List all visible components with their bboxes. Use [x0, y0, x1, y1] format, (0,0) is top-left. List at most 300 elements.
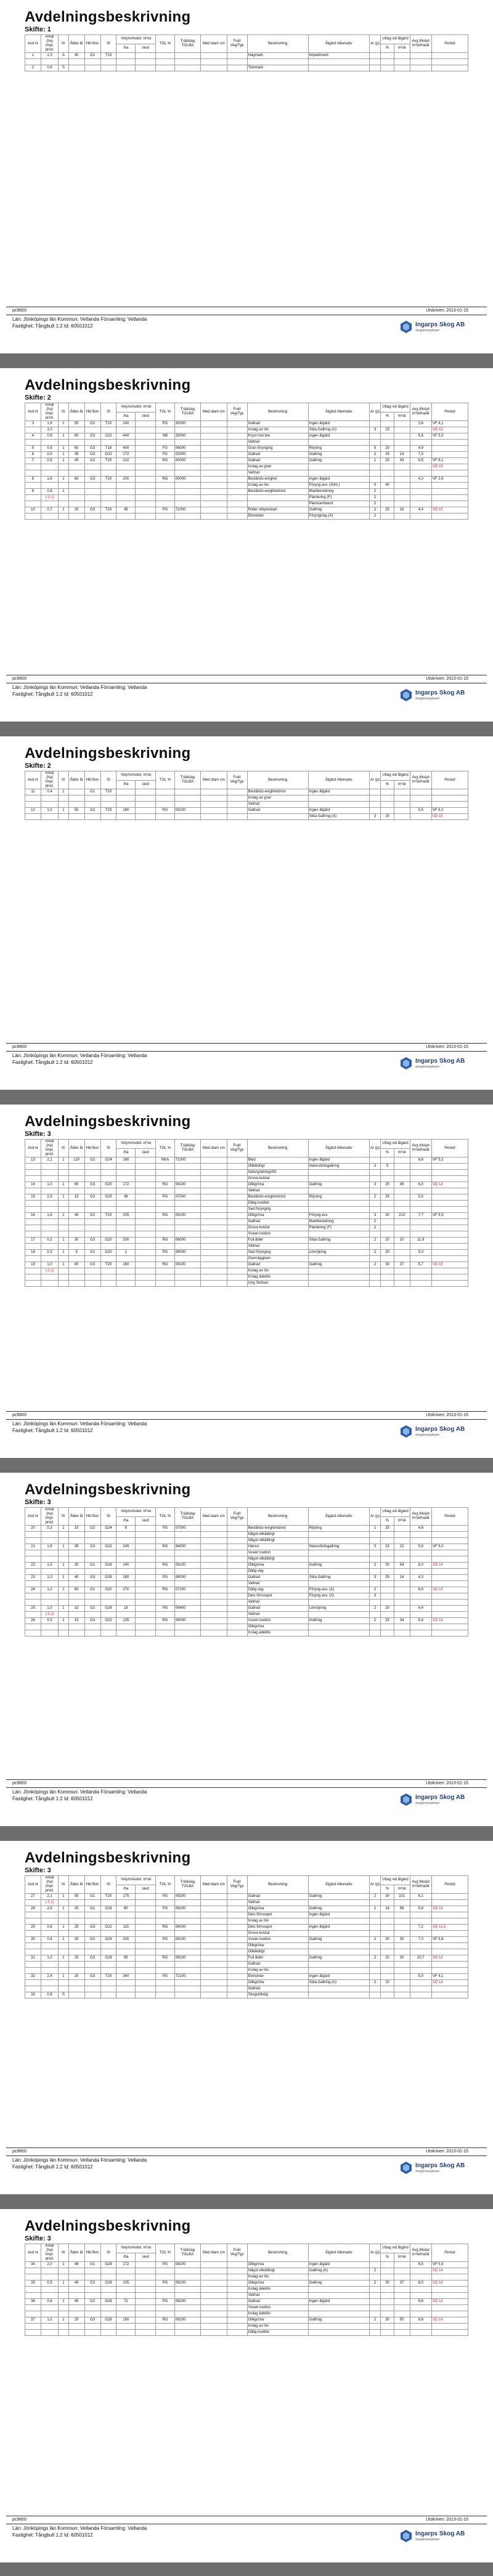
table-cell: [156, 2330, 175, 2336]
table-cell: 1: [59, 1906, 69, 1912]
table-cell: [308, 1630, 369, 1636]
table-cell: 4,4: [410, 507, 431, 513]
table-cell: [381, 1925, 394, 1931]
table-cell: 105: [116, 2280, 136, 2287]
table-cell: [410, 495, 431, 501]
table-row: [25, 2330, 468, 2336]
table-cell: [174, 464, 200, 470]
table-cell: [394, 1550, 410, 1556]
table-cell: 60: [68, 1182, 84, 1188]
table-cell: Ingen åtgärd: [308, 2299, 369, 2305]
table-cell: 3: [369, 1593, 381, 1600]
table-cell: [410, 1986, 431, 1992]
table-cell: [156, 1949, 175, 1955]
table-cell: [100, 2287, 116, 2293]
table-cell: [431, 1556, 468, 1563]
table-cell: [201, 1949, 227, 1955]
table-cell: [156, 427, 175, 433]
table-cell: [308, 1274, 369, 1281]
column-header: Ålder år: [68, 35, 84, 53]
table-cell: 1,0: [41, 1262, 58, 1268]
table-cell: 9: [25, 489, 41, 495]
table-cell: [201, 814, 227, 820]
table-cell: [381, 421, 394, 427]
table-cell: [116, 1962, 136, 1968]
table-cell: [369, 59, 381, 65]
table-cell: Hänsn: [247, 1544, 308, 1550]
table-cell: 72100: [174, 1974, 200, 1980]
table-cell: VF 5,8: [431, 1937, 468, 1943]
column-header: Ar (p): [369, 1508, 381, 1526]
table-row: [25, 1612, 468, 1618]
table-cell: 37: [25, 2317, 41, 2324]
table-cell: 18: [25, 1250, 41, 1256]
table-cell: [59, 1630, 69, 1636]
table-cell: [431, 2311, 468, 2317]
table-cell: [25, 427, 41, 433]
table-row: [25, 1538, 468, 1544]
table-cell: 6,0: [410, 1182, 431, 1188]
table-cell: [227, 808, 247, 814]
table-cell: Bestånds-enighetsbrist: [247, 1526, 308, 1532]
footer-divider: [6, 1787, 487, 1788]
table-cell: [84, 1992, 100, 1998]
table-cell: 5,6: [410, 1544, 431, 1550]
table-cell: [201, 1937, 227, 1943]
table-cell: T20: [100, 808, 116, 814]
table-cell: [59, 1532, 69, 1538]
table-cell: [136, 2287, 156, 2293]
table-cell: 00000: [174, 458, 200, 464]
table-cell: [68, 1931, 84, 1937]
table-cell: [431, 2293, 468, 2299]
company-logo: [399, 1790, 468, 1809]
table-cell: [116, 65, 136, 71]
table-cell: [84, 1900, 100, 1906]
table-cell: G3: [84, 1182, 100, 1188]
table-cell: [68, 802, 84, 808]
table-cell: [227, 1538, 247, 1544]
table-cell: [431, 1268, 468, 1274]
table-cell: [394, 2274, 410, 2280]
table-cell: [84, 1556, 100, 1563]
table-cell: [25, 1624, 41, 1630]
table-cell: [41, 1274, 58, 1281]
table-cell: [68, 814, 84, 820]
table-cell: Föryng avv. (A): [308, 1587, 369, 1593]
table-cell: 0,4: [41, 1937, 58, 1943]
stand-table: [25, 34, 468, 71]
table-cell: [156, 470, 175, 477]
table-cell: [100, 2268, 116, 2274]
table-cell: [381, 1587, 394, 1593]
table-row: [25, 795, 468, 802]
table-cell: Stda Gallring: [308, 1238, 369, 1244]
table-cell: [201, 2305, 227, 2311]
table-cell: [68, 2311, 84, 2317]
footer-divider: [6, 2147, 487, 2148]
table-cell: 06000: [174, 1238, 200, 1244]
table-cell: 2: [369, 1219, 381, 1225]
table-cell: [227, 1569, 247, 1575]
table-cell: [410, 1201, 431, 1207]
table-cell: [227, 2287, 247, 2293]
table-cell: [369, 1556, 381, 1563]
column-header: Areal (ha) Impr. prod.: [41, 771, 58, 789]
table-row: [25, 53, 468, 59]
table-cell: 18: [116, 1606, 136, 1612]
table-cell: [116, 1207, 136, 1213]
table-cell: [136, 1268, 156, 1274]
skifte-label: Skifte: 2: [25, 394, 51, 401]
column-header: Ar (p): [369, 2244, 381, 2262]
column-header: Trädslag TGLBA: [174, 2244, 200, 2262]
table-cell: [156, 1219, 175, 1225]
table-cell: [41, 1281, 58, 1287]
table-cell: [308, 1968, 369, 1974]
table-cell: 25: [381, 1575, 394, 1581]
table-cell: [227, 1274, 247, 1281]
table-cell: [369, 1157, 381, 1164]
table-cell: [369, 1931, 381, 1937]
table-cell: [394, 1912, 410, 1918]
table-cell: [308, 1949, 369, 1955]
table-cell: 10: [25, 507, 41, 513]
table-cell: [84, 2311, 100, 2317]
table-cell: [100, 1164, 116, 1170]
table-cell: [84, 1612, 100, 1618]
table-cell: Gallring: [308, 2317, 369, 2324]
table-cell: 22: [394, 1544, 410, 1550]
table-cell: [227, 1587, 247, 1593]
table-cell: 30: [381, 1262, 394, 1268]
table-cell: [68, 464, 84, 470]
table-cell: 07100: [174, 1587, 200, 1593]
table-cell: [136, 464, 156, 470]
table-cell: [100, 1207, 116, 1213]
table-cell: [381, 1281, 394, 1287]
table-cell: [156, 1918, 175, 1925]
table-cell: [68, 789, 84, 795]
property-id: Fastighet: Tångbult 1:2 Id: 60501012: [12, 2164, 93, 2170]
table-cell: [431, 1274, 468, 1281]
table-cell: [116, 1986, 136, 1992]
table-cell: Gallrad: [247, 1894, 308, 1900]
column-header: Åtgärd Alternativ: [308, 35, 369, 53]
table-cell: 1,6: [41, 1213, 58, 1219]
column-header: SI: [100, 771, 116, 789]
table-cell: [394, 1612, 410, 1618]
table-cell: [100, 1268, 116, 1274]
table-cell: [100, 1980, 116, 1986]
report-page: [0, 2209, 493, 2562]
table-cell: VD 14: [431, 1618, 468, 1624]
table-row: [25, 59, 468, 65]
table-cell: [369, 1207, 381, 1213]
table-cell: [431, 495, 468, 501]
table-cell: [41, 1986, 58, 1992]
table-cell: G26: [100, 1937, 116, 1943]
table-cell: [156, 1581, 175, 1587]
table-cell: 56: [394, 1906, 410, 1912]
table-row: [25, 421, 468, 427]
table-cell: 2: [369, 1606, 381, 1612]
header-row: [25, 403, 468, 413]
table-cell: [431, 1931, 468, 1937]
column-header: Avd nr: [25, 1140, 41, 1157]
table-cell: Inslag av löv: [247, 483, 308, 489]
table-cell: [201, 795, 227, 802]
table-body: [25, 53, 468, 71]
table-cell: [227, 1937, 247, 1943]
table-cell: [381, 433, 394, 440]
table-cell: [116, 1581, 136, 1587]
table-cell: [394, 501, 410, 507]
table-cell: [394, 470, 410, 477]
table-cell: [394, 1164, 410, 1170]
column-header: Åtgärd Alternativ: [308, 771, 369, 789]
table-cell: VD 14: [431, 2280, 468, 2287]
table-cell: [201, 1194, 227, 1201]
table-cell: [116, 1600, 136, 1606]
column-header: Trädslag TGLBA: [174, 1876, 200, 1894]
table-cell: [68, 1538, 84, 1544]
table-cell: 1: [59, 789, 69, 795]
table-cell: 160: [116, 1262, 136, 1268]
table-row: [25, 1618, 468, 1624]
table-cell: 22: [25, 1563, 41, 1569]
stand-table: [25, 771, 468, 820]
table-cell: [201, 2274, 227, 2280]
table-cell: [381, 1170, 394, 1176]
table-cell: [59, 1231, 69, 1238]
table-cell: [100, 59, 116, 65]
column-header: m³sk: [394, 1148, 410, 1157]
table-cell: [174, 1968, 200, 1974]
table-cell: [174, 427, 200, 433]
table-cell: [201, 483, 227, 489]
column-header: Beskrivning: [247, 1140, 308, 1157]
table-cell: [201, 489, 227, 495]
table-cell: [227, 2299, 247, 2305]
table-cell: [369, 1630, 381, 1636]
column-header: m³sk: [394, 412, 410, 421]
table-cell: [136, 1563, 156, 1569]
table-cell: [84, 495, 100, 501]
table-cell: [136, 53, 156, 59]
table-cell: 1: [59, 1157, 69, 1164]
column-header: /ha: [116, 412, 136, 421]
table-cell: Inslag av löv: [247, 2324, 308, 2330]
table-cell: [41, 1231, 58, 1238]
table-cell: [41, 1980, 58, 1986]
table-cell: Skogsbilväg: [247, 1992, 308, 1998]
table-cell: [308, 464, 369, 470]
column-header: Med diam cm: [201, 35, 227, 53]
table-cell: [41, 1176, 58, 1182]
column-header: %: [381, 1885, 394, 1894]
table-cell: [201, 440, 227, 446]
table-cell: [68, 65, 84, 71]
table-cell: [25, 795, 41, 802]
table-cell: [25, 1201, 41, 1207]
column-header: Ålder år: [68, 403, 84, 421]
table-cell: [394, 483, 410, 489]
table-cell: [136, 1250, 156, 1256]
table-cell: 60: [68, 433, 84, 440]
table-cell: [68, 470, 84, 477]
table-cell: [431, 1918, 468, 1925]
table-cell: 1: [59, 1974, 69, 1980]
table-cell: 08200: [174, 2262, 200, 2268]
table-cell: [381, 501, 394, 507]
table-cell: [59, 1593, 69, 1600]
table-cell: [68, 440, 84, 446]
table-cell: [174, 65, 200, 71]
table-cell: [116, 2268, 136, 2274]
table-cell: [227, 2280, 247, 2287]
table-cell: [100, 1256, 116, 1262]
skifte-label: Skifte: 3: [25, 1867, 51, 1874]
table-cell: [25, 1900, 41, 1906]
table-cell: [136, 2280, 156, 2287]
table-cell: [227, 1225, 247, 1231]
table-cell: [156, 1569, 175, 1575]
table-cell: [227, 489, 247, 495]
skifte-label: Skifte: 1: [25, 26, 51, 33]
table-cell: T20: [100, 1974, 116, 1980]
table-cell: [227, 789, 247, 795]
table-cell: RG: [156, 1618, 175, 1624]
column-header: Kl: [59, 403, 69, 421]
column-header: Fukt Veg/Typ: [227, 1876, 247, 1894]
table-cell: [25, 2293, 41, 2299]
table-cell: G2: [84, 421, 100, 427]
table-cell: [68, 795, 84, 802]
table-cell: [369, 2330, 381, 2336]
table-cell: [227, 2274, 247, 2280]
table-cell: [41, 2324, 58, 2330]
table-row: [25, 1925, 468, 1931]
table-cell: [381, 1556, 394, 1563]
table-cell: [174, 2293, 200, 2299]
table-cell: [174, 495, 200, 501]
table-cell: [100, 1943, 116, 1949]
table-cell: [369, 1992, 381, 1998]
table-cell: 0,8: [41, 489, 58, 495]
table-cell: [41, 440, 58, 446]
table-cell: [156, 483, 175, 489]
table-cell: [84, 1943, 100, 1949]
table-cell: Ingen åtgärd: [308, 477, 369, 483]
table-cell: [41, 1949, 58, 1955]
table-cell: [410, 1274, 431, 1281]
table-cell: [174, 483, 200, 489]
page-footer: [0, 1779, 493, 1826]
table-cell: G1: [84, 1587, 100, 1593]
report-page: [0, 0, 493, 353]
table-cell: [227, 1986, 247, 1992]
table-cell: Gallrad: [247, 1962, 308, 1968]
table-cell: [410, 814, 431, 820]
table-cell: [227, 1238, 247, 1244]
table-cell: [431, 1949, 468, 1955]
table-cell: T20: [100, 789, 116, 795]
table-cell: [410, 1219, 431, 1225]
table-cell: [431, 452, 468, 458]
table-row: [25, 477, 468, 483]
table-cell: [394, 1532, 410, 1538]
table-cell: [369, 1974, 381, 1980]
table-cell: [25, 513, 41, 520]
table-cell: Inslag av löv: [247, 427, 308, 433]
table-header: [25, 1876, 468, 1894]
column-header: SI: [100, 1876, 116, 1894]
table-cell: (-3,1): [41, 1900, 58, 1906]
table-cell: [84, 483, 100, 489]
column-header: m³sk: [394, 1516, 410, 1526]
column-header: Beskrivning: [247, 35, 308, 53]
table-cell: [59, 59, 69, 65]
table-cell: 80: [68, 1262, 84, 1268]
table-cell: Plantering (F): [308, 1225, 369, 1231]
table-cell: [84, 1201, 100, 1207]
table-cell: [201, 1968, 227, 1974]
table-cell: 0,2: [41, 1238, 58, 1244]
table-cell: [100, 1900, 116, 1906]
table-cell: 34: [394, 1618, 410, 1624]
table-cell: [381, 2268, 394, 2274]
table-cell: 25: [68, 1955, 84, 1962]
table-cell: VD 14: [431, 1906, 468, 1912]
table-cell: 30: [381, 2280, 394, 2287]
table-cell: [136, 795, 156, 802]
table-cell: [394, 2268, 410, 2274]
table-cell: [59, 2287, 69, 2293]
table-cell: [394, 1931, 410, 1937]
table-cell: [136, 789, 156, 795]
table-cell: [431, 795, 468, 802]
table-cell: 30000: [174, 421, 200, 427]
table-cell: [227, 1593, 247, 1600]
table-row: [25, 1526, 468, 1532]
table-cell: [41, 1201, 58, 1207]
table-cell: VF 4,1: [431, 1974, 468, 1980]
column-header: Areal (ha) Impr. prod.: [41, 1508, 58, 1526]
logo-tagline: skogsbruksplaner: [415, 1433, 440, 1437]
table-cell: [136, 495, 156, 501]
table-cell: [136, 1593, 156, 1600]
table-cell: [100, 2330, 116, 2336]
table-cell: [394, 1624, 410, 1630]
table-cell: [308, 59, 369, 65]
table-cell: VD 14: [431, 1980, 468, 1986]
table-cell: 140: [116, 1563, 136, 1569]
table-cell: Blod: [247, 1157, 308, 1164]
table-cell: Ekmonter: [247, 513, 308, 520]
table-cell: 1: [59, 458, 69, 464]
table-cell: [431, 1912, 468, 1918]
table-cell: Sed förynging: [247, 1207, 308, 1213]
table-cell: [201, 1262, 227, 1268]
table-cell: [201, 1606, 227, 1612]
table-cell: [369, 1538, 381, 1544]
table-cell: 25: [68, 1925, 84, 1931]
table-cell: [116, 1532, 136, 1538]
table-cell: 35: [68, 1544, 84, 1550]
table-cell: 340: [116, 1974, 136, 1980]
table-cell: [308, 1207, 369, 1213]
